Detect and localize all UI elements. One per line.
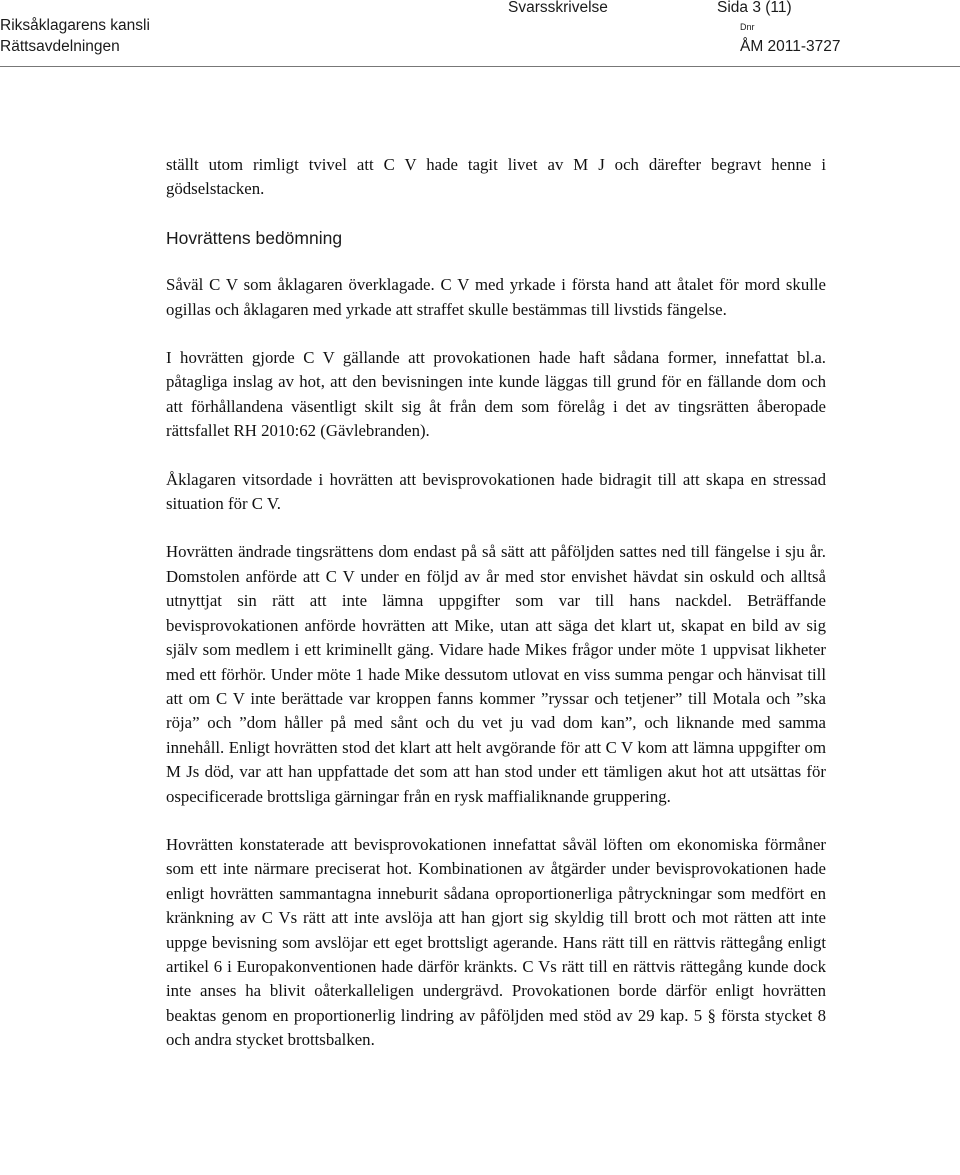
- header-page-number: Sida 3 (11): [717, 0, 792, 16]
- paragraph-5: Hovrätten ändrade tingsrättens dom endast på så sätt att påföljden sattes ned till fängelse i sju år. Domstolen anförde att C V under en följd av år med stor envishet hävdat sin oskuld och alltså utnyttjat sin rätt att inte lämna uppgifter som var till hans nackdel. Beträffande bevisprovokationen anförde hovrätten att Mike, utan att säga det klart ut, skapat en bild av sig själv som medlem i ett kriminellt gäng. Vidare hade Mikes frågor under möte 1 uppvisat likheter med ett förhör. Under möte 1 hade Mike dessutom utlovat en viss summa pengar och hänvisat till att om C V inte berättade var kroppen fanns kommer ”ryssar och tetjener” till Motala och ”ska röja” och ”dom håller på med sånt och du vet ju vad dom kan”, och liknande med samma innehåll. Enligt hovrätten stod det klart att helt avgörande för att C V kom att lämna uppgifter om M Js död, var att han uppfattade det som att han stod under ett tämligen akut hot att utsättas för ospecificerade brottsliga gärningar från en rysk maffialiknande gruppering.: [166, 542, 826, 806]
- paragraph-4: Åklagaren vitsordade i hovrätten att bevisprovokationen hade bidragit till att skapa en stressad situation för C V.: [166, 469, 826, 514]
- header-dnr: ÅM 2011-3727: [740, 38, 841, 55]
- header-divider: [0, 66, 960, 67]
- paragraph-6: Hovrätten konstaterade att bevisprovokationen innefattat såväl löften om ekonomiska förmåner som ett inte närmare preciserat hot. Kombinationen av åtgärder under bevisprovokationen hade enligt hovrätten sammantagna inneburit sådana oproportionerliga påtryckningar som medfört en kränkning av C Vs rätt att inte avslöja att han gjort sig skyldig till brott och mot rätten att inte uppge bevisning som avslöjar ett eget brottsligt agerande. Hans rätt till en rättvis rättegång enligt artikel 6 i Europakonventionen hade därför kränkts. C Vs rätt till en rättvis rättegång kunde dock inte anses ha blivit oåterkalleligen undergrävd. Provokationen borde därför enligt hovrätten beaktas genom en proportionerlig lindring av påföljden med stöd av 29 kap. 5 § första stycket 8 och andra stycket brottsbalken.: [166, 834, 826, 1050]
- section-heading: Hovrättens bedömning: [166, 227, 343, 248]
- header-dnr-label: Dnr: [740, 22, 755, 32]
- header-organization: Riksåklagarens kansli: [0, 17, 150, 34]
- paragraph-3: I hovrätten gjorde C V gällande att provokationen hade haft sådana former, innefattat bl.a. påtagliga inslag av hot, att den bevisningen inte kunde läggas till grund för en fällande dom och att förhållandena väsentligt skilt sig åt från dem som förelåg i det av tingsrätten åberopade rättsfallet RH 2010:62 (Gävlebranden).: [166, 348, 826, 441]
- paragraph-1: ställt utom rimligt tvivel att C V hade tagit livet av M J och därefter begravt henne i gödselstacken.: [166, 155, 826, 199]
- paragraph-2: Såväl C V som åklagaren överklagade. C V med yrkade i första hand att åtalet för mord skulle ogillas och åklagaren med yrkade att straffet skulle bestämmas till livstids fängelse.: [166, 275, 826, 319]
- header-document-type: Svarsskrivelse: [508, 0, 608, 16]
- page-header: [0, 0, 960, 70]
- header-department: Rättsavdelningen: [0, 38, 120, 55]
- document-body: [166, 153, 826, 1077]
